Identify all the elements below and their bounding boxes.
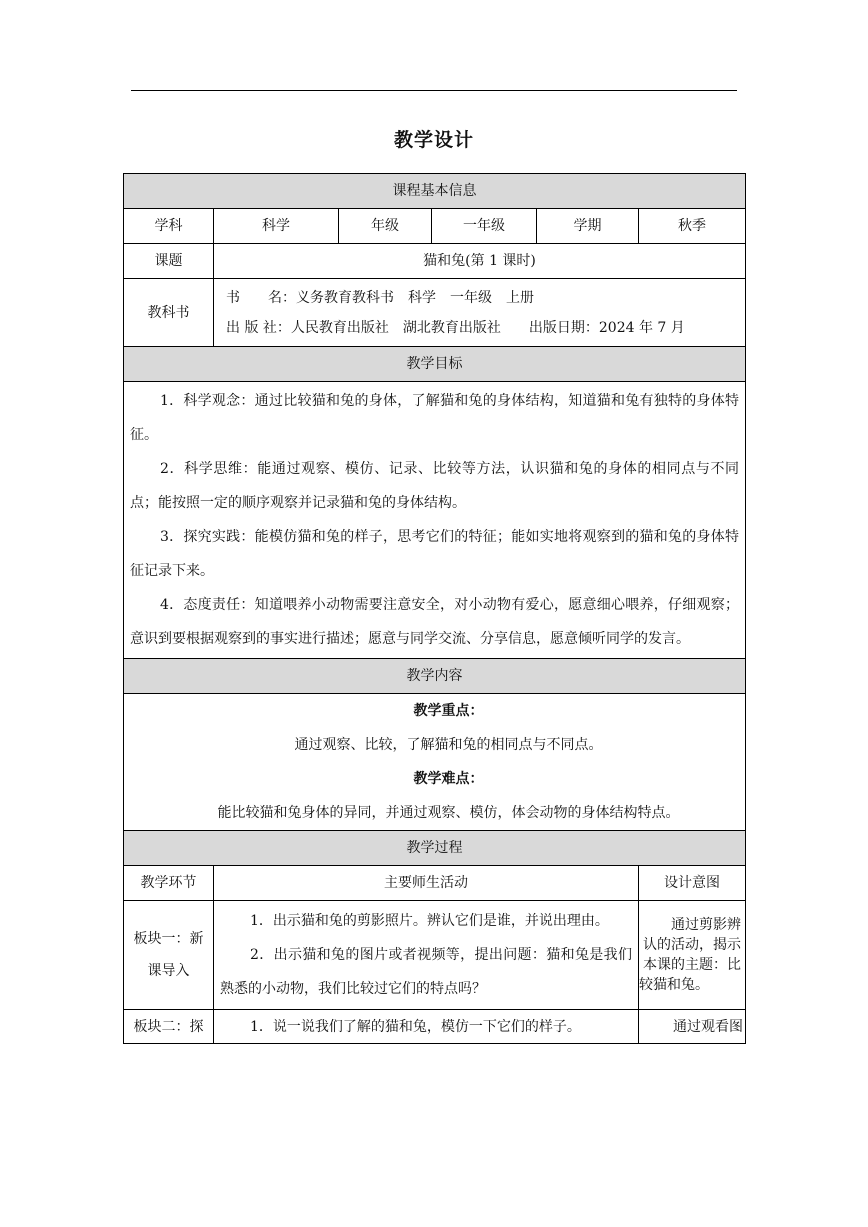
objective-item: 3．探究实践：能模仿猫和兔的样子，思考它们的特征；能如实地将观察到的猫和兔的身体特征记录下来。 bbox=[130, 529, 740, 579]
stage-cell: 板块二：探 bbox=[124, 1010, 214, 1044]
grade-label: 年级 bbox=[339, 209, 432, 244]
grade-value: 一年级 bbox=[432, 209, 537, 244]
stage-cell: 板块一：新课导入 bbox=[124, 901, 214, 1010]
activity-item: 1．说一说我们了解的猫和兔，模仿一下它们的样子。 bbox=[250, 1018, 581, 1035]
term-value: 秋季 bbox=[639, 209, 746, 244]
topic-value: 猫和兔(第 1 课时) bbox=[214, 244, 746, 279]
activity-item: 2．出示猫和兔的图片或者视频等，提出问题：猫和兔是我们熟悉的小动物，我们比较过它们的特点吗？ bbox=[220, 947, 632, 997]
key-point-label: 教学重点： bbox=[413, 703, 484, 719]
topic-label: 课题 bbox=[124, 244, 214, 279]
objectives-header: 教学目标 bbox=[124, 347, 746, 382]
activity-item: 1．出示猫和兔的剪影照片。辨认它们是谁，并说出理由。 bbox=[250, 913, 609, 929]
intent-cell: 通过剪影辨认的活动，揭示本课的主题：比较猫和兔。 bbox=[639, 901, 746, 1010]
col-intent-header: 设计意图 bbox=[639, 866, 746, 901]
col-stage-header: 教学环节 bbox=[124, 866, 214, 901]
textbook-name-line: 书 名：义务教育教科书 科学 一年级 上册 bbox=[226, 289, 534, 306]
objective-item: 1．科学观念：通过比较猫和兔的身体，了解猫和兔的身体结构，知道猫和兔有独特的身体特征。 bbox=[130, 393, 740, 443]
objective-item: 4．态度责任：知道喂养小动物需要注意安全，对小动物有爱心，愿意细心喂养，仔细观察；意识到要根据观察到的事实进行描述；愿意与同学交流、分享信息，愿意倾听同学的发言。 bbox=[130, 597, 740, 647]
header-rule bbox=[131, 90, 737, 91]
subject-value: 科学 bbox=[214, 209, 339, 244]
lesson-plan-table bbox=[123, 173, 746, 1044]
basic-info-header: 课程基本信息 bbox=[124, 174, 746, 209]
intent-cell: 通过观看图 bbox=[639, 1010, 746, 1044]
textbook-publisher-line: 出 版 社：人民教育出版社 湖北教育出版社 出版日期：2024 年 7 月 bbox=[226, 319, 685, 336]
document-title: 教学设计 bbox=[393, 129, 474, 151]
subject-label: 学科 bbox=[124, 209, 214, 244]
content-header: 教学内容 bbox=[124, 659, 746, 694]
objective-item: 2．科学思维：能通过观察、模仿、记录、比较等方法，认识猫和兔的身体的相同点与不同点；能按照一定的顺序观察并记录猫和兔的身体结构。 bbox=[130, 461, 740, 511]
col-activity-header: 主要师生活动 bbox=[214, 866, 639, 901]
term-label: 学期 bbox=[537, 209, 639, 244]
difficult-point-label: 教学难点： bbox=[413, 771, 484, 787]
difficult-point-text: 能比较猫和兔身体的异同，并通过观察、模仿，体会动物的身体结构特点。 bbox=[217, 805, 680, 821]
textbook-label: 教科书 bbox=[124, 279, 214, 347]
process-header: 教学过程 bbox=[124, 831, 746, 866]
key-point-text: 通过观察、比较，了解猫和兔的相同点与不同点。 bbox=[294, 737, 603, 753]
